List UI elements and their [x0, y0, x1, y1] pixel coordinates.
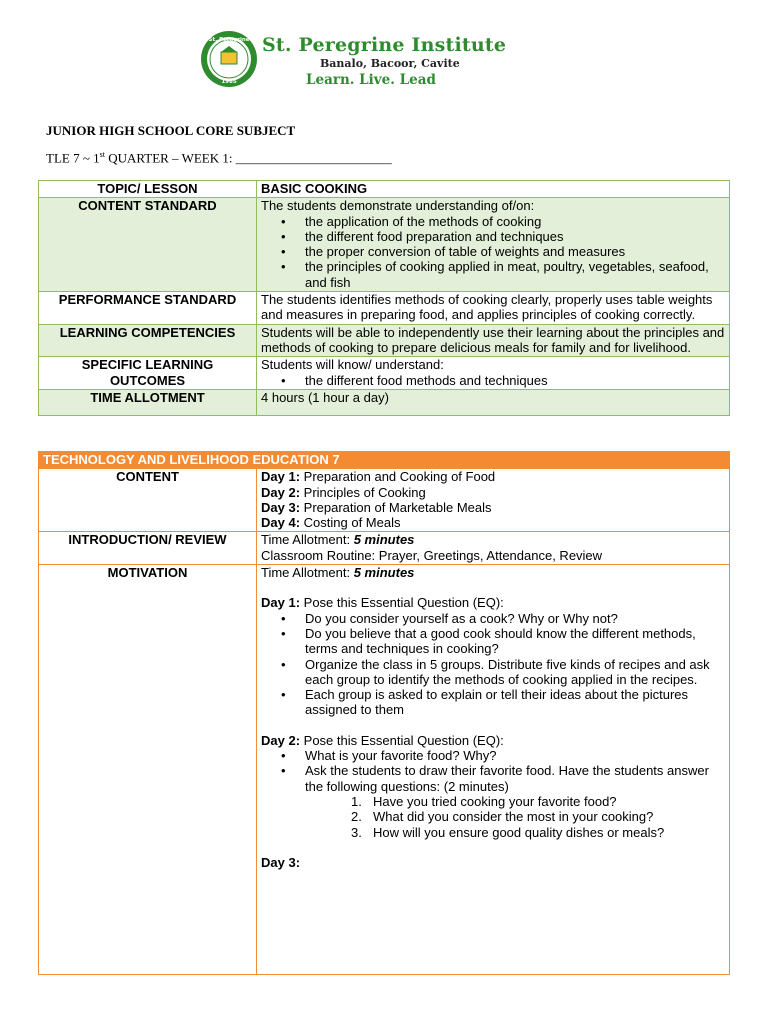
content-day-item: Day 4: Costing of Meals	[261, 515, 401, 531]
school-seal-logo	[200, 30, 258, 88]
tle-table	[38, 451, 730, 975]
learning-competencies-row	[39, 324, 730, 357]
institution-motto: Learn. Live. Lead	[306, 72, 436, 88]
list-item: • the different food methods and techniques	[261, 373, 725, 388]
content-day-item: Day 3: Preparation of Marketable Meals	[261, 499, 492, 515]
time-allotment-label: TIME ALLOTMENT	[39, 389, 257, 415]
content-standard-row	[39, 198, 730, 292]
motivation-day1-heading: Day 1: Pose this Essential Question (EQ):	[261, 595, 504, 611]
performance-standard-label: PERFORMANCE STANDARD	[39, 292, 257, 325]
introduction-row	[39, 532, 730, 565]
introduction-time: Time Allotment: 5 minutes	[261, 532, 415, 548]
content-standard-list	[261, 214, 725, 290]
content-standard-intro: The students demonstrate understanding of/on:	[261, 198, 535, 214]
motivation-time: Time Allotment: 5 minutes	[261, 565, 415, 581]
performance-standard-row	[39, 292, 730, 325]
list-item: • the proper conversion of table of weights and measures	[261, 244, 725, 259]
list-item: • Organize the class in 5 groups. Distribute five kinds of recipes and ask each group to identify the methods of cooking applied in the recipes.	[261, 657, 725, 688]
specific-outcomes-row	[39, 357, 730, 390]
svg-text:1985: 1985	[221, 79, 237, 85]
content-day-item: Day 1: Preparation and Cooking of Food	[261, 469, 496, 485]
specific-outcomes-list	[261, 373, 725, 388]
topic-value: BASIC COOKING	[257, 181, 730, 198]
tle-banner-row	[39, 452, 730, 469]
introduction-label: INTRODUCTION/ REVIEW	[39, 532, 257, 565]
institution-name: St. Peregrine Institute	[262, 34, 507, 56]
motivation-day1-list	[261, 611, 725, 718]
content-standard-label: CONTENT STANDARD	[39, 198, 257, 292]
content-days	[257, 469, 730, 532]
motivation-day2-questions	[261, 794, 725, 840]
topic-label: TOPIC/ LESSON	[39, 181, 257, 198]
quarter-week-line: TLE 7 ~ 1st QUARTER – WEEK 1: ________________________	[46, 150, 392, 166]
performance-standard-text: The students identifies methods of cooking clearly, properly uses table weights and measures in preparing food, and applies principles of cooking correctly.	[257, 292, 730, 325]
standards-table	[38, 180, 730, 416]
motivation-row	[39, 565, 730, 975]
specific-outcomes-intro: Students will know/ understand:	[261, 357, 444, 373]
list-item: • the application of the methods of cooking	[261, 214, 725, 229]
motivation-day2-heading: Day 2: Pose this Essential Question (EQ):	[261, 732, 504, 748]
content-row	[39, 469, 730, 532]
learning-competencies-text: Students will be able to independently use their learning about the principles and methods of cooking to prepare delicious meals for family and for livelihood.	[257, 324, 730, 357]
motivation-day3-heading: Day 3:	[261, 854, 301, 870]
tle-banner: TECHNOLOGY AND LIVELIHOOD EDUCATION 7	[39, 452, 730, 469]
school-header	[200, 30, 560, 94]
list-item: • the different food preparation and techniques	[261, 229, 725, 244]
list-item: 1. Have you tried cooking your favorite food?	[351, 793, 617, 809]
specific-outcomes-label: SPECIFIC LEARNING OUTCOMES	[39, 357, 257, 390]
content-label: CONTENT	[39, 469, 257, 532]
document-heading: JUNIOR HIGH SCHOOL CORE SUBJECT	[46, 123, 296, 138]
topic-row	[39, 181, 730, 198]
time-allotment-value: 4 hours (1 hour a day)	[257, 389, 730, 415]
list-item: • Do you consider yourself as a cook? Why or Why not?	[261, 611, 725, 626]
list-item: • Ask the students to draw their favorite food. Have the students answer the following questions: (2 minutes)	[261, 763, 725, 794]
list-item: • Do you believe that a good cook should know the different methods, terms and techniques in cooking?	[261, 626, 725, 657]
list-item: • the principles of cooking applied in meat, poultry, vegetables, seafood, and fish	[261, 259, 725, 290]
content-day-item: Day 2: Principles of Cooking	[261, 484, 426, 500]
learning-competencies-label: LEARNING COMPETENCIES	[39, 324, 257, 357]
list-item: • Each group is asked to explain or tell their ideas about the pictures assigned to them	[261, 687, 725, 718]
classroom-routine: Classroom Routine: Prayer, Greetings, Attendance, Review	[261, 547, 603, 563]
time-allotment-row	[39, 389, 730, 415]
list-item: 2. What did you consider the most in your cooking?	[351, 809, 654, 825]
motivation-label: MOTIVATION	[39, 565, 257, 975]
list-item: 3. How will you ensure good quality dishes or meals?	[351, 824, 665, 840]
list-item: • What is your favorite food? Why?	[261, 748, 725, 763]
motivation-day2-list	[261, 748, 725, 794]
svg-text:St. Peregrine: St. Peregrine	[208, 37, 250, 43]
institution-address: Banalo, Bacoor, Cavite	[320, 57, 460, 70]
